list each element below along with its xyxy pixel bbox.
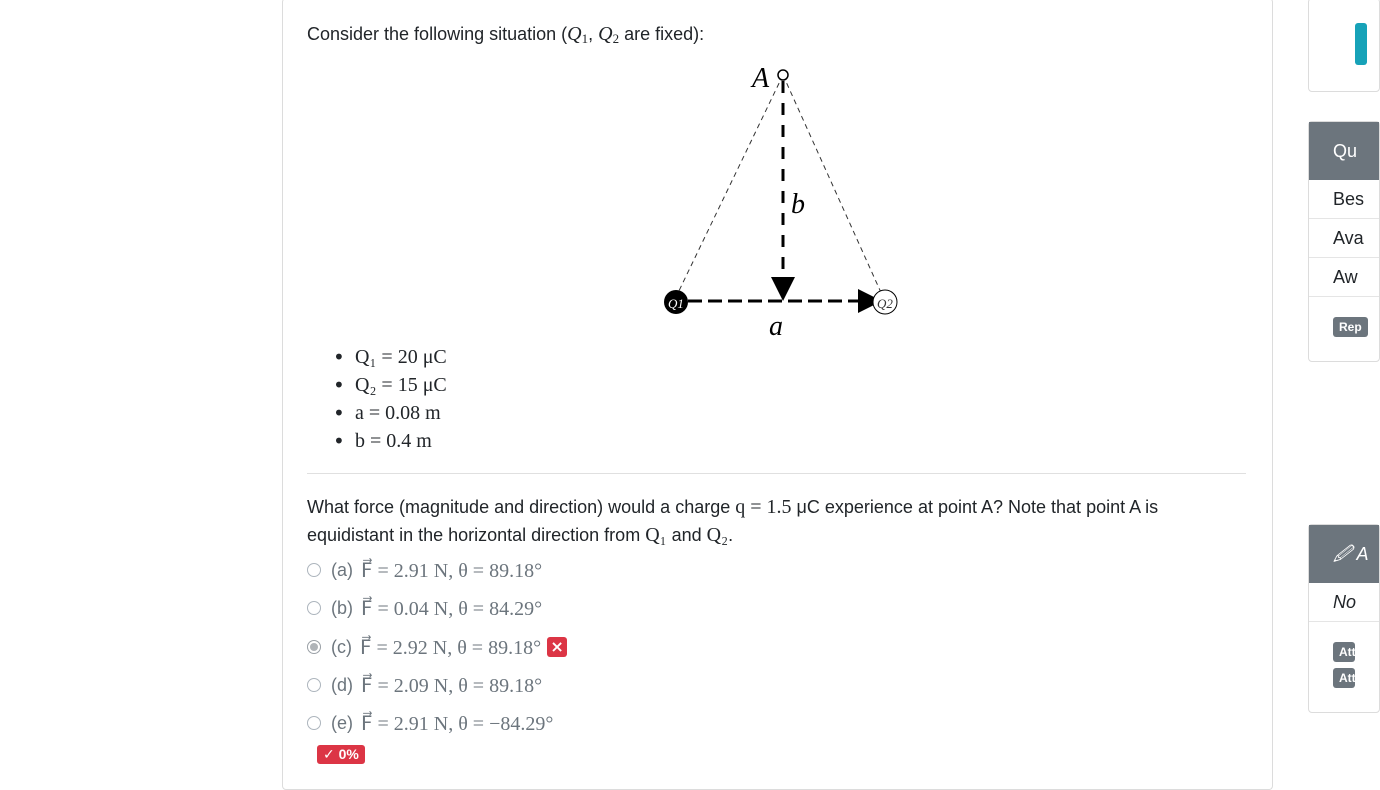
point-a-marker	[778, 70, 788, 80]
option-c[interactable]: (c) F⃗ = 2.92 N, θ = 89.18° ×	[307, 633, 567, 661]
charge-diagram	[658, 57, 908, 347]
given-item: • b = 0.4 m	[331, 427, 447, 455]
option-d-radio[interactable]	[307, 678, 321, 692]
left-side-line	[676, 75, 783, 297]
charge-q2-label: Q2	[877, 296, 893, 311]
section-divider	[307, 473, 1246, 474]
info-row-available: Ava	[1309, 219, 1379, 258]
label-a-distance: a	[769, 311, 783, 342]
option-e[interactable]: (e) F⃗ = 2.91 N, θ = −84.29°	[307, 709, 553, 737]
question-card	[282, 0, 1273, 790]
side-top-card	[1308, 0, 1380, 92]
attachments-header: 🖉 A	[1309, 525, 1379, 583]
label-b: b	[791, 189, 805, 220]
label-a-point: A	[752, 63, 770, 94]
option-a[interactable]: (a) F⃗ = 2.91 N, θ = 89.18°	[307, 556, 542, 584]
attach-text-button[interactable]: Att	[1333, 668, 1355, 688]
accent-button[interactable]	[1355, 23, 1367, 65]
report-button[interactable]: Rep	[1333, 317, 1368, 337]
given-item: • Q₂ = 15 μC	[331, 371, 447, 399]
attach-file-button[interactable]: Att	[1333, 642, 1355, 662]
quiz-info-card	[1308, 121, 1380, 362]
incorrect-icon: ×	[547, 637, 567, 657]
attachments-card	[1308, 524, 1380, 713]
question-text: What force (magnitude and direction) would a charge q = 1.5 μC experience at point A? Note that point A is equidistant in the horizontal direction from Q₁ and Q₂.	[307, 496, 1159, 546]
given-item: • a = 0.08 m	[331, 399, 447, 427]
info-row-awarded: Aw	[1309, 258, 1379, 297]
info-row-best: Bes	[1309, 180, 1379, 219]
score-badge: ✓ 0%	[317, 745, 365, 764]
charge-q1-label: Q1	[668, 296, 684, 311]
givens-list	[331, 343, 447, 455]
option-e-radio[interactable]	[307, 716, 321, 730]
right-side-line	[783, 75, 883, 297]
option-b[interactable]: (b) F⃗ = 0.04 N, θ = 84.29°	[307, 594, 542, 622]
no-attachments-note: No	[1309, 583, 1379, 622]
intro-text: Consider the following situation ($Q_1$, $Q_2$ are fixed):	[307, 23, 705, 46]
option-d[interactable]: (d) F⃗ = 2.09 N, θ = 89.18°	[307, 671, 542, 699]
option-b-radio[interactable]	[307, 601, 321, 615]
given-item: • Q₁ = 20 μC	[331, 343, 447, 371]
option-c-radio[interactable]	[307, 640, 321, 654]
option-a-radio[interactable]	[307, 563, 321, 577]
quiz-info-header: Qu	[1309, 122, 1379, 180]
